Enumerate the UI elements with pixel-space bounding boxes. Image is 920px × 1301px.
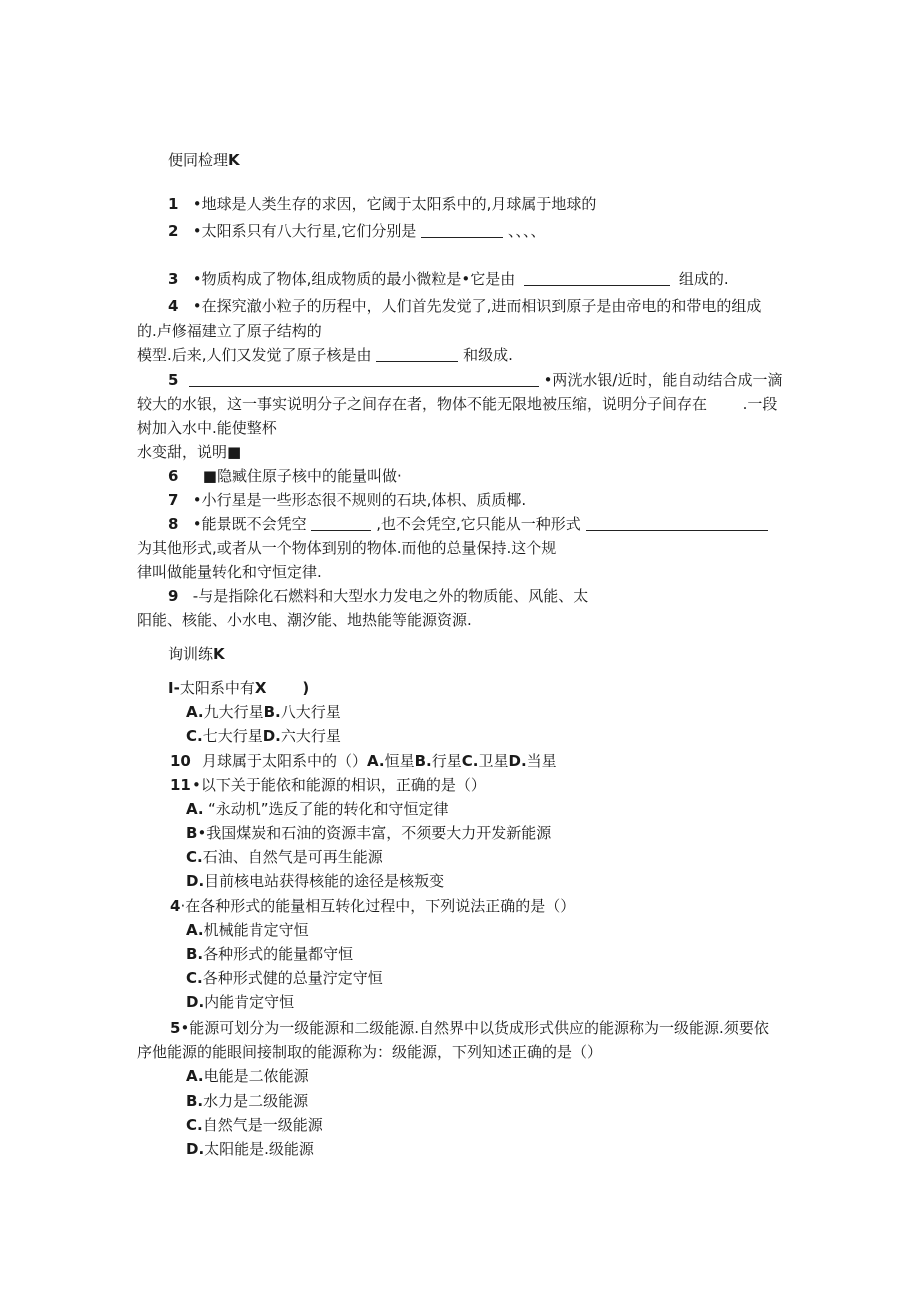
question-text: •太阳系只有八大行星,它们分别是 — [192, 222, 417, 240]
question-number: 11 — [170, 776, 191, 794]
option-text: 机械能肯定守恒 — [203, 921, 309, 939]
question-8 — [168, 512, 768, 536]
option-key: B — [186, 824, 198, 842]
option-text: 水力是二级能源 — [203, 1092, 309, 1110]
question-text: ,也不会凭空,它只能从一种形式 — [376, 515, 581, 533]
option-key: A. — [186, 1067, 204, 1085]
section-title-review — [168, 148, 240, 172]
question-number: 2 — [168, 222, 179, 240]
mc-question-11 — [170, 773, 486, 797]
question-text: 模型.后来,人们又发觉了原子核是由 — [137, 346, 372, 364]
question-text: 较大的水银，这一事实说明分子之间存在者，物体不能无限地被压缩，说明分子间存在 — [137, 395, 708, 413]
option-b[interactable]: 八大行星 — [280, 703, 341, 721]
question-text: 阳能、核能、小水电、潮汐能、地热能等能源资源. — [137, 611, 472, 629]
question-text: 树加入水中.能使整杯 — [137, 419, 277, 437]
question-number: 10 — [170, 752, 191, 770]
question-6 — [168, 464, 402, 488]
mc-5-option-b[interactable] — [186, 1089, 308, 1113]
option-key: C. — [186, 727, 203, 745]
mc-5-option-a[interactable] — [186, 1064, 309, 1088]
option-text: •我国煤炭和石油的资源丰富，不须要大力开发新能源 — [197, 824, 552, 842]
question-number: 8 — [168, 515, 179, 533]
section-title-text: 询训练 — [168, 645, 214, 663]
option-b[interactable]: 行星 — [431, 752, 462, 770]
option-d[interactable]: 六大行星 — [280, 727, 341, 745]
question-number: 9 — [168, 587, 179, 605]
answer-blank[interactable] — [421, 221, 503, 238]
option-key: D. — [262, 727, 281, 745]
question-2 — [168, 219, 545, 243]
option-text: “永动机”选反了能的转化和守恒定律 — [208, 800, 449, 818]
question-text: 月球属于太阳系中的（） — [202, 752, 368, 770]
option-c[interactable]: 七大行星 — [202, 727, 263, 745]
question-text: 、、、、 — [507, 222, 546, 240]
option-text: 内能肯定守恒 — [204, 993, 295, 1011]
question-number: I- — [168, 679, 180, 697]
mc-11-option-a[interactable] — [186, 797, 449, 821]
question-text: •小行星是一些形态很不规则的石块,体枳、质质椰. — [192, 491, 527, 509]
question-number: 7 — [168, 491, 179, 509]
mc-4-option-c[interactable] — [186, 966, 383, 990]
mc-4-option-a[interactable] — [186, 918, 309, 942]
question-text: •能景既不会凭空 — [192, 515, 307, 533]
option-key: D. — [186, 1140, 205, 1158]
question-5 — [168, 368, 782, 392]
question-7 — [168, 488, 526, 512]
question-text: •在探究澈小粒子的历程中，人们首先发觉了,进而相识到原子是由帝电的和带电的组成 — [192, 297, 762, 315]
option-key: A. — [367, 752, 385, 770]
mc-question-10 — [170, 749, 557, 773]
question-text: 组成的. — [678, 270, 729, 288]
question-text: •以下关于能依和能源的相识，正确的是（） — [192, 776, 486, 794]
mc-question-1 — [168, 676, 309, 700]
option-key: D. — [186, 872, 205, 890]
mc-5-option-d[interactable] — [186, 1137, 314, 1161]
mc-1-options-row-2 — [186, 724, 341, 748]
question-number: 3 — [168, 270, 179, 288]
option-text: 太阳能是.级能源 — [204, 1140, 314, 1158]
question-9-line-2 — [137, 608, 472, 632]
option-key: C. — [186, 848, 203, 866]
question-mark: X — [254, 679, 267, 697]
question-5-line-3 — [137, 416, 277, 440]
question-number: 5 — [168, 371, 179, 389]
question-4 — [168, 294, 761, 318]
question-number: 5 — [170, 1019, 181, 1037]
option-text: 各种形式健的总量泞定守恒 — [202, 969, 383, 987]
option-text: 各种形式的能量都守恒 — [203, 945, 354, 963]
option-text: 自然气是一级能源 — [202, 1116, 323, 1134]
question-8-line-3 — [137, 560, 322, 584]
question-number: 1 — [168, 195, 179, 213]
answer-blank[interactable] — [524, 269, 670, 286]
question-paren: ) — [302, 679, 310, 697]
question-4-line-2 — [137, 319, 322, 343]
question-text: 和级成. — [463, 346, 513, 364]
question-9 — [168, 584, 588, 608]
question-text: ·在各种形式的能量相互转化过程中，下列说法正确的是（） — [180, 897, 576, 915]
option-key: B. — [186, 1092, 204, 1110]
question-number: 4 — [168, 297, 179, 315]
option-key: B. — [263, 703, 281, 721]
question-3 — [168, 267, 729, 291]
mc-question-4 — [170, 894, 575, 918]
question-text: -与是指除化石燃料和大型水力发电之外的物质能、风能、太 — [192, 587, 589, 605]
mc-5-option-c[interactable] — [186, 1113, 323, 1137]
question-text: 的.卢修福建立了原子结构的 — [137, 322, 322, 340]
option-d[interactable]: 当星 — [526, 752, 557, 770]
option-key: A. — [186, 921, 204, 939]
question-text: •两洸水银/近时，能自动结合成一滴 — [543, 371, 783, 389]
mc-11-option-d[interactable] — [186, 869, 444, 893]
section-title-mark: K — [213, 645, 225, 663]
section-title-mark: K — [228, 151, 240, 169]
option-key: B. — [414, 752, 432, 770]
question-text: .一段 — [742, 395, 778, 413]
question-text: 序他能源的能眼间接制取的能源称为：级能源，下列知述正确的是（） — [137, 1043, 603, 1061]
option-key: C. — [186, 969, 203, 987]
question-text: 为其他形式,或者从一个物体到别的物体.而他的总量保持.这个规 — [137, 539, 557, 557]
question-5-line-4 — [137, 440, 241, 464]
answer-blank[interactable] — [376, 345, 458, 362]
option-text: 目前核电站获得核能的途径是核叛变 — [204, 872, 445, 890]
question-4-line-3 — [137, 343, 513, 367]
question-number: 6 — [168, 467, 179, 485]
option-key: D. — [186, 993, 205, 1011]
option-key: D. — [508, 752, 527, 770]
option-text: 电能是二侬能源 — [203, 1067, 309, 1085]
answer-blank[interactable] — [311, 514, 371, 531]
option-text: 石油、自然气是可再生能源 — [202, 848, 383, 866]
mc-11-option-b[interactable] — [186, 821, 551, 845]
question-text: ■隐臧住原子核中的能量叫做· — [202, 467, 402, 485]
question-text: •能源可划分为一级能源和二级能源.自然界中以货成形式供应的能源称为一级能源.须要依 — [180, 1019, 769, 1037]
question-1 — [168, 192, 596, 216]
option-key: B. — [186, 945, 204, 963]
question-text: •物质构成了物体,组成物质的最小微粒是•它是由 — [192, 270, 516, 288]
option-a[interactable]: 恒星 — [384, 752, 415, 770]
section-title-practice — [168, 642, 225, 666]
option-key: C. — [186, 1116, 203, 1134]
mc-11-option-c[interactable] — [186, 845, 383, 869]
mc-4-option-b[interactable] — [186, 942, 353, 966]
mc-4-option-d[interactable] — [186, 990, 294, 1014]
mc-1-options-row-1 — [186, 700, 341, 724]
question-number: 4 — [170, 897, 181, 915]
option-c[interactable]: 卫星 — [478, 752, 509, 770]
option-a[interactable]: 九大行星 — [203, 703, 264, 721]
question-8-line-2 — [137, 536, 556, 560]
section-title-text: 便同检理 — [168, 151, 229, 169]
question-text: •地球是人类生存的求因，它阈于太阳系中的,月球属于地球的 — [192, 195, 597, 213]
question-text: 律叫做能量转化和守恒定律. — [137, 563, 322, 581]
option-key: A. — [186, 703, 204, 721]
answer-blank[interactable] — [189, 370, 539, 387]
answer-blank[interactable] — [586, 514, 768, 531]
mc-question-5 — [170, 1016, 769, 1040]
option-key: A. — [186, 800, 204, 818]
question-text: 水变甜，说明■ — [137, 443, 242, 461]
question-5-line-2 — [137, 392, 777, 416]
option-key: C. — [461, 752, 479, 770]
mc-question-5-line-2 — [137, 1040, 602, 1064]
question-text: 太阳系中有 — [179, 679, 255, 697]
